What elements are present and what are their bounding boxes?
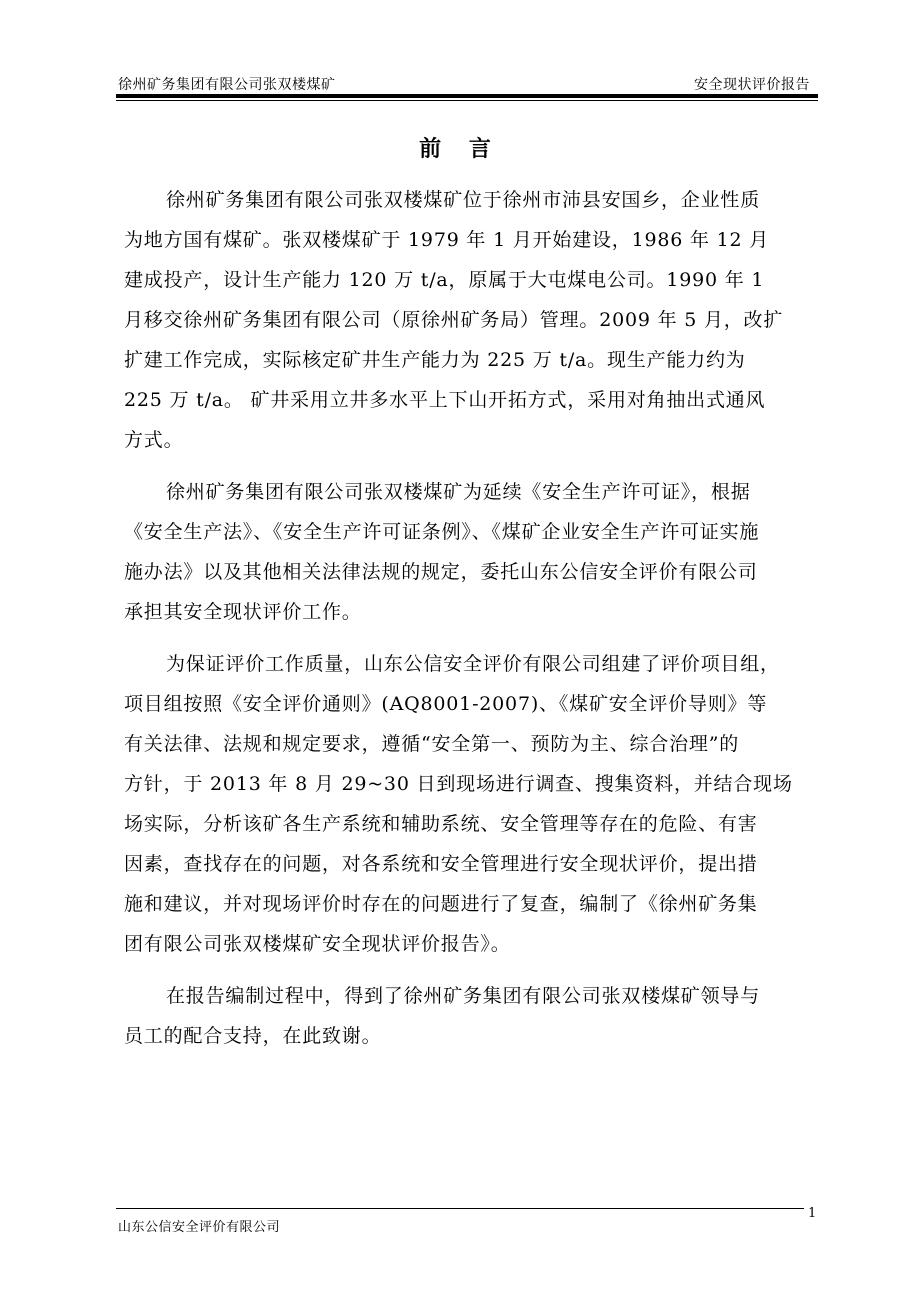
header-rule-thin [116, 100, 818, 101]
header-right-title: 安全现状评价报告 [694, 77, 810, 93]
paragraph-4 [124, 976, 816, 1056]
header-left-title: 徐州矿务集团有限公司张双楼煤矿 [118, 77, 336, 93]
paragraph-line: 团有限公司张双楼煤矿安全现状评价报告》。 [124, 933, 511, 955]
paragraph-line: 徐州矿务集团有限公司张双楼煤矿为延续《安全生产许可证》，根据 [166, 481, 751, 503]
paragraph-line: 施办法》以及其他相关法律法规的规定，委托山东公信安全评价有限公司 [124, 561, 758, 583]
paragraph-1 [124, 180, 816, 460]
header-rule-thick [116, 94, 818, 98]
footer-company: 山东公信安全评价有限公司 [118, 1220, 281, 1235]
paragraph-line: 场实际，分析该矿各生产系统和辅助系统、安全管理等存在的危险、有害 [124, 813, 758, 835]
paragraph-line: 《安全生产法》、《安全生产许可证条例》、《煤矿企业安全生产许可证实施 [124, 521, 760, 543]
paragraph-line: 因素，查找存在的问题，对各系统和安全管理进行安全现状评价，提出措 [124, 853, 758, 875]
paragraph-line: 为保证评价工作质量，山东公信安全评价有限公司组建了评价项目组， [166, 653, 780, 675]
paragraph-line: 方针，于 2013 年 8 月 29~30 日到现场进行调查、搜集资料，并结合现场 [124, 773, 793, 795]
paragraph-2 [124, 472, 816, 632]
paragraph-line: 项目组按照《安全评价通则》(AQ8001-2007)、《煤矿安全评价导则》等 [124, 693, 768, 715]
paragraph-3 [124, 644, 816, 964]
paragraph-line: 员工的配合支持，在此致谢。 [124, 1025, 382, 1047]
page-title: 前 言 [419, 136, 501, 162]
paragraph-line: 有关法律、法规和规定要求，遵循“安全第一、预防为主、综合治理”的 [124, 733, 740, 755]
paragraph-line: 扩建工作完成，实际核定矿井生产能力为 225 万 t/a。现生产能力约为 [124, 349, 746, 371]
paragraph-line: 225 万 t/a。 矿井采用立井多水平上下山开拓方式，采用对角抽出式通风 [124, 389, 766, 411]
paragraph-line: 月移交徐州矿务集团有限公司（原徐州矿务局）管理。2009 年 5 月，改扩 [124, 309, 784, 331]
paragraph-line: 在报告编制过程中，得到了徐州矿务集团有限公司张双楼煤矿领导与 [166, 985, 761, 1007]
paragraph-line: 建成投产，设计生产能力 120 万 t/a，原属于大屯煤电公司。1990 年 1 [124, 269, 765, 291]
page-number: 1 [808, 1206, 817, 1221]
body-text [124, 180, 816, 1068]
footer-rule [116, 1208, 804, 1209]
paragraph-line: 施和建议，并对现场评价时存在的问题进行了复查，编制了《徐州矿务集 [124, 893, 758, 915]
paragraph-line: 为地方国有煤矿。张双楼煤矿于 1979 年 1 月开始建设，1986 年 12 月 [124, 229, 770, 251]
paragraph-line: 方式。 [124, 429, 184, 451]
paragraph-line: 徐州矿务集团有限公司张双楼煤矿位于徐州市沛县安国乡，企业性质 [166, 189, 761, 211]
paragraph-line: 承担其安全现状评价工作。 [124, 601, 362, 623]
